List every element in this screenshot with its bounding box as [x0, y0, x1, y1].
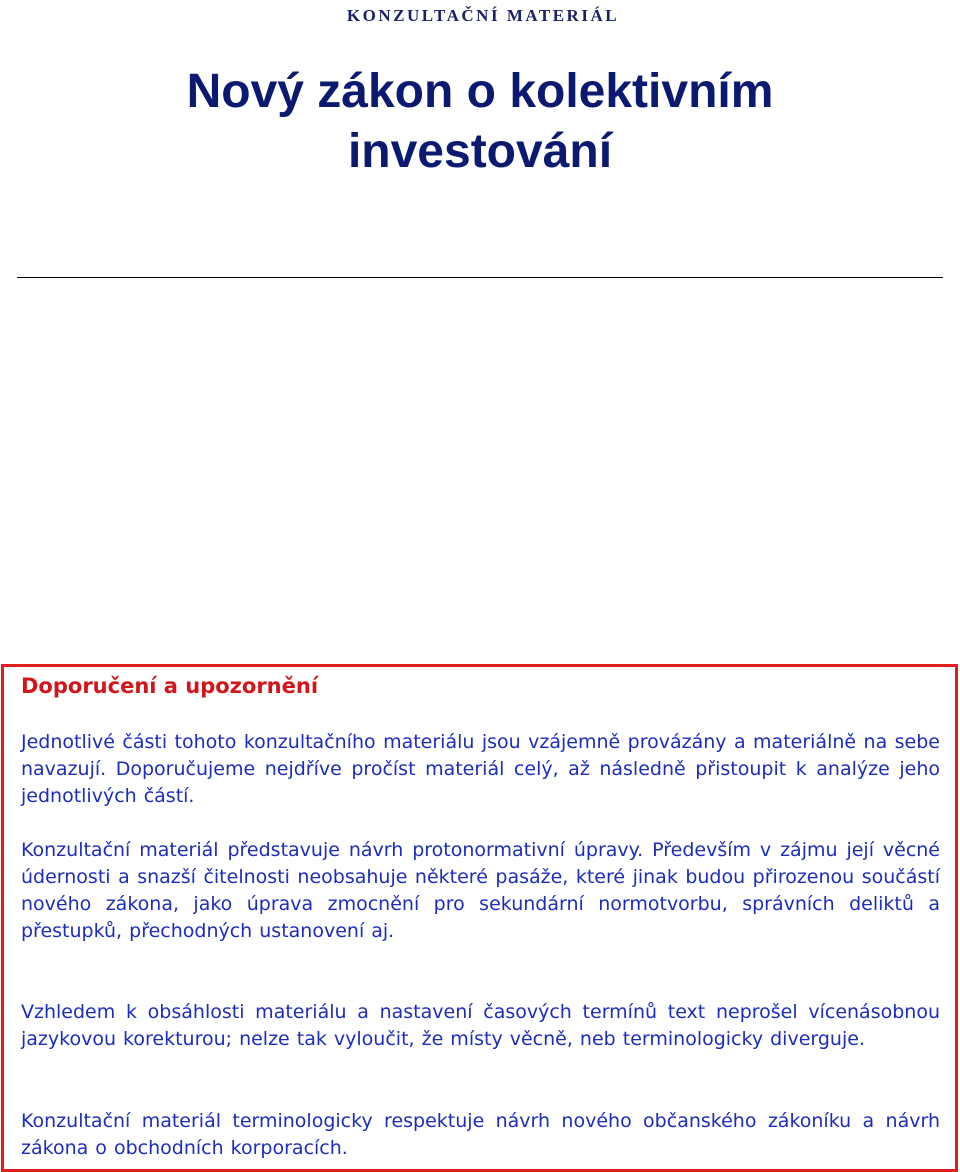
- document-title: [0, 62, 960, 182]
- document-title-line-2: investování: [347, 125, 613, 178]
- document-type-label: KONZULTAČNÍ MATERIÁL: [346, 6, 620, 25]
- notice-paragraph-linkage: Jednotlivé části tohoto konzultačního materiálu jsou vzájemně provázány a materiálně na sebe navazují. Doporučujeme nejdříve pročíst materiál celý, až následně přistoupit k analýze jeho jednotlivých částí.: [21, 731, 940, 807]
- notice-paragraph-terminology: Konzultační materiál terminologicky respektuje návrh nového občanského zákoníku a návrh zákona o obchodních korporacích.: [21, 1110, 940, 1159]
- notice-heading: Doporučení a upozornění: [21, 674, 319, 698]
- document-title-line-1: Nový zákon o kolektivním: [186, 65, 774, 118]
- notice-paragraph-scope: Konzultační materiál představuje návrh protonormativní úpravy. Především v zájmu její věcné údernosti a snazší čitelnosti neobsahuje některé pasáže, které jinak budou přirozenou součástí nového zákona, jako úprava zmocnění pro sekundární normotvorbu, správních deliktů a přestupků, přechodných ustanovení aj.: [21, 839, 940, 942]
- title-divider: [17, 277, 943, 278]
- notice-paragraph-proofreading: Vzhledem k obsáhlosti materiálu a nastavení časových termínů text neprošel vícenásobnou jazykovou korekturou; nelze tak vyloučit, že místy věcně, neb terminologicky diverguje.: [21, 1001, 940, 1050]
